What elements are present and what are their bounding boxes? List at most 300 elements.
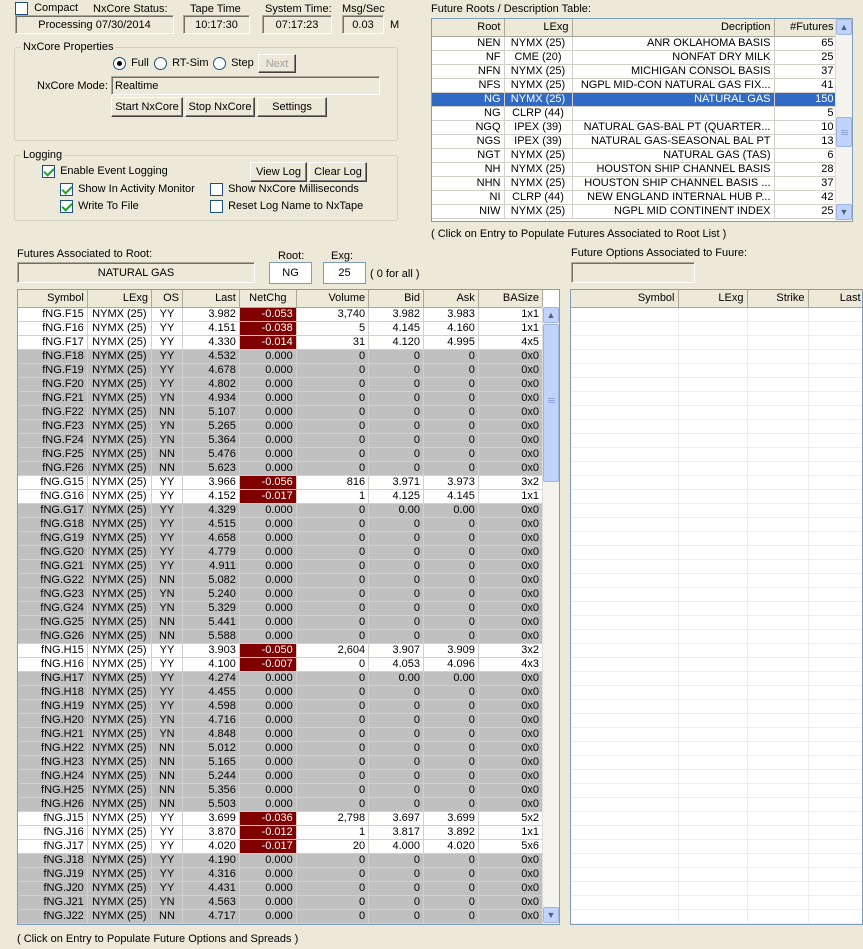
futures-cell: 0x0 — [478, 713, 542, 727]
futures-cell: NYMX (25) — [87, 755, 151, 769]
futures-cell: 0.000 — [239, 517, 296, 531]
options-cell — [747, 349, 808, 363]
options-cell — [808, 755, 863, 769]
futures-cell: 0 — [296, 419, 368, 433]
options-row — [571, 867, 863, 881]
futures-row[interactable] — [18, 783, 543, 797]
futures-cell: fNG.H15 — [18, 643, 87, 657]
futures-row[interactable] — [18, 531, 543, 545]
futures-cell: YY — [151, 699, 182, 713]
options-col-last[interactable]: Last — [808, 290, 863, 307]
options-row — [571, 587, 863, 601]
futures-cell: fNG.F25 — [18, 447, 87, 461]
futures-cell: 5.244 — [182, 769, 239, 783]
options-cell — [747, 853, 808, 867]
radio-rtsim-dot[interactable] — [154, 57, 167, 70]
futures-cell: 3.966 — [182, 475, 239, 489]
futures-cell: 0 — [296, 349, 368, 363]
options-cell — [747, 755, 808, 769]
options-row — [571, 489, 863, 503]
futures-cell: 0 — [296, 657, 368, 671]
options-cell — [678, 307, 747, 321]
futures-cell: fNG.F15 — [18, 307, 87, 321]
roots-cell: IPEX (39) — [504, 120, 572, 134]
view-log-button[interactable]: View Log — [250, 162, 307, 182]
futures-cell: 0 — [369, 545, 424, 559]
options-cell — [678, 713, 747, 727]
futures-row[interactable] — [18, 825, 543, 839]
write-to-file[interactable] — [60, 200, 139, 213]
options-cell — [747, 433, 808, 447]
msg-sec-label: Msg/Sec — [342, 3, 385, 15]
options-row — [571, 447, 863, 461]
options-col-strike[interactable]: Strike — [747, 290, 808, 307]
futures-cell: 0x0 — [478, 363, 542, 377]
roots-row[interactable] — [432, 134, 837, 148]
options-row — [571, 531, 863, 545]
futures-col-volume[interactable]: Volume — [296, 290, 368, 307]
futures-row[interactable] — [18, 307, 543, 321]
roots-row[interactable] — [432, 120, 837, 134]
futures-cell: 0 — [423, 377, 478, 391]
options-cell — [747, 685, 808, 699]
options-row — [571, 419, 863, 433]
futures-cell: 0 — [423, 363, 478, 377]
roots-cell: NH — [432, 162, 504, 176]
futures-cell: 0 — [369, 755, 424, 769]
futures-cell: 4.020 — [182, 839, 239, 853]
futures-row[interactable] — [18, 419, 543, 433]
roots-cell: NG — [432, 92, 504, 106]
futures-cell: YY — [151, 335, 182, 349]
futures-cell: 0 — [296, 391, 368, 405]
options-cell — [678, 769, 747, 783]
radio-full-label: Full — [131, 57, 149, 70]
options-row — [571, 727, 863, 741]
futures-scroll-thumb[interactable] — [543, 324, 559, 482]
options-row — [571, 909, 863, 923]
roots-row[interactable] — [432, 204, 837, 218]
futures-cell: 0x0 — [478, 797, 542, 811]
roots-row[interactable] — [432, 78, 837, 92]
options-row — [571, 405, 863, 419]
futures-row[interactable] — [18, 909, 543, 923]
options-cell — [808, 727, 863, 741]
roots-scroll-thumb[interactable] — [836, 117, 852, 147]
options-cell — [571, 573, 678, 587]
options-cell — [808, 307, 863, 321]
futures-cell: 0x0 — [478, 881, 542, 895]
futures-row[interactable] — [18, 643, 543, 657]
futures-cell: 0 — [423, 741, 478, 755]
options-cell — [571, 699, 678, 713]
system-time-label: System Time: — [265, 3, 332, 15]
roots-title: Future Roots / Description Table: — [431, 3, 591, 15]
futures-cell: 0 — [423, 405, 478, 419]
options-cell — [808, 461, 863, 475]
futures-cell: YY — [151, 545, 182, 559]
futures-cell: NYMX (25) — [87, 769, 151, 783]
futures-cell: NYMX (25) — [87, 727, 151, 741]
roots-row[interactable] — [432, 50, 837, 64]
futures-cell: 0.000 — [239, 741, 296, 755]
futures-cell: NYMX (25) — [87, 531, 151, 545]
roots-row[interactable] — [432, 106, 837, 120]
futures-cell: NYMX (25) — [87, 363, 151, 377]
futures-cell: 0.000 — [239, 783, 296, 797]
settings-button[interactable]: Settings — [257, 97, 327, 117]
futures-col-ask[interactable]: Ask — [423, 290, 478, 307]
options-col-lexg[interactable]: LExg — [678, 290, 747, 307]
show-activity-monitor-box[interactable] — [60, 183, 73, 196]
options-cell — [808, 867, 863, 881]
futures-row[interactable] — [18, 615, 543, 629]
futures-cell: 0.00 — [369, 503, 424, 517]
futures-cell: NYMX (25) — [87, 657, 151, 671]
futures-row[interactable] — [18, 867, 543, 881]
futures-row[interactable] — [18, 405, 543, 419]
roots-cell: NGPL MID CONTINENT INDEX — [572, 204, 774, 218]
futures-row[interactable] — [18, 461, 543, 475]
futures-cell: 0 — [423, 461, 478, 475]
msg-sec-unit: M — [390, 19, 400, 31]
futures-row[interactable] — [18, 657, 543, 671]
compact-label: Compact — [34, 2, 79, 15]
roots-cell: CLRP (44) — [504, 106, 572, 120]
nxcore-status-value: Processing 07/30/2014 — [15, 15, 174, 34]
futures-row[interactable] — [18, 489, 543, 503]
futures-row[interactable] — [18, 377, 543, 391]
futures-cell: 0x0 — [478, 419, 542, 433]
options-cell — [571, 531, 678, 545]
futures-cell: 0 — [423, 573, 478, 587]
futures-row[interactable] — [18, 895, 543, 909]
futures-cell: -0.007 — [239, 657, 296, 671]
roots-row[interactable] — [432, 176, 837, 190]
roots-col-root[interactable]: Root — [432, 19, 504, 36]
futures-row[interactable] — [18, 559, 543, 573]
options-cell — [808, 419, 863, 433]
futures-cell: 0x0 — [478, 867, 542, 881]
scroll-down-icon[interactable]: ▼ — [543, 907, 559, 923]
futures-cell: 3.909 — [423, 643, 478, 657]
futures-cell: NYMX (25) — [87, 825, 151, 839]
roots-cell: 37 — [774, 176, 837, 190]
futures-cell: 0 — [369, 461, 424, 475]
options-cell — [808, 853, 863, 867]
scroll-up-icon[interactable]: ▲ — [543, 307, 559, 323]
futures-cell: fNG.H16 — [18, 657, 87, 671]
options-row — [571, 321, 863, 335]
futures-cell: NYMX (25) — [87, 643, 151, 657]
futures-hint: ( Click on Entry to Populate Future Options and Spreads ) — [17, 933, 299, 945]
futures-cell: 0.000 — [239, 573, 296, 587]
options-cell — [808, 657, 863, 671]
futures-row[interactable] — [18, 685, 543, 699]
futures-row[interactable] — [18, 741, 543, 755]
exg-input[interactable]: 25 — [323, 262, 366, 284]
options-cell — [571, 447, 678, 461]
futures-row[interactable] — [18, 727, 543, 741]
options-cell — [747, 741, 808, 755]
options-row — [571, 475, 863, 489]
show-ms[interactable] — [210, 183, 359, 196]
radio-rtsim[interactable] — [154, 57, 209, 70]
futures-cell: 0.000 — [239, 727, 296, 741]
options-cell — [808, 447, 863, 461]
futures-cell: fNG.H17 — [18, 671, 87, 685]
clear-log-button[interactable]: Clear Log — [309, 162, 367, 182]
futures-cell: 4.120 — [369, 335, 424, 349]
futures-cell: NYMX (25) — [87, 489, 151, 503]
futures-cell: fNG.F19 — [18, 363, 87, 377]
start-nxcore-button[interactable]: Start NxCore — [111, 97, 183, 117]
reset-log-name[interactable] — [210, 200, 363, 213]
futures-row[interactable] — [18, 797, 543, 811]
options-cell — [747, 545, 808, 559]
futures-cell: NYMX (25) — [87, 573, 151, 587]
roots-cell: NGT — [432, 148, 504, 162]
futures-cell: 0 — [369, 741, 424, 755]
futures-cell: 0x0 — [478, 769, 542, 783]
futures-scrollbar[interactable] — [542, 307, 559, 924]
roots-row[interactable] — [432, 36, 837, 50]
futures-cell: NYMX (25) — [87, 629, 151, 643]
futures-col-os[interactable]: OS — [151, 290, 182, 307]
options-cell — [678, 699, 747, 713]
roots-row[interactable] — [432, 190, 837, 204]
futures-cell: 0 — [369, 699, 424, 713]
futures-cell: NYMX (25) — [87, 685, 151, 699]
futures-cell: NYMX (25) — [87, 895, 151, 909]
futures-cell: fNG.H18 — [18, 685, 87, 699]
futures-row[interactable] — [18, 839, 543, 853]
futures-cell: 0x0 — [478, 853, 542, 867]
futures-cell: 0 — [296, 503, 368, 517]
options-row — [571, 839, 863, 853]
futures-cell: -0.038 — [239, 321, 296, 335]
reset-log-name-box[interactable] — [210, 200, 223, 213]
root-input[interactable]: NG — [269, 262, 312, 284]
futures-row[interactable] — [18, 671, 543, 685]
futures-cell: 0 — [296, 559, 368, 573]
roots-cell: ANR OKLAHOMA BASIS — [572, 36, 774, 50]
roots-col-lexg[interactable]: LExg — [504, 19, 572, 36]
futures-row[interactable] — [18, 601, 543, 615]
futures-cell: NYMX (25) — [87, 559, 151, 573]
futures-cell: NYMX (25) — [87, 447, 151, 461]
options-cell — [678, 671, 747, 685]
futures-cell: YY — [151, 643, 182, 657]
options-cell — [571, 545, 678, 559]
futures-cell: fNG.F23 — [18, 419, 87, 433]
futures-col-symbol[interactable]: Symbol — [18, 290, 87, 307]
scroll-up-icon[interactable]: ▲ — [836, 19, 852, 35]
options-cell — [678, 881, 747, 895]
futures-row[interactable] — [18, 629, 543, 643]
options-row — [571, 825, 863, 839]
futures-cell: 0 — [369, 853, 424, 867]
futures-row[interactable] — [18, 881, 543, 895]
stop-nxcore-button[interactable]: Stop NxCore — [185, 97, 255, 117]
options-cell — [747, 531, 808, 545]
radio-step-dot[interactable] — [213, 57, 226, 70]
futures-cell: 0x0 — [478, 755, 542, 769]
futures-cell: YN — [151, 895, 182, 909]
nxcore-properties-title: NxCore Properties — [23, 41, 114, 53]
options-cell — [678, 391, 747, 405]
options-cell — [571, 909, 678, 923]
futures-cell: 1 — [296, 825, 368, 839]
options-cell — [747, 811, 808, 825]
futures-cell: NYMX (25) — [87, 349, 151, 363]
roots-cell: 6 — [774, 148, 837, 162]
futures-cell: 0 — [423, 685, 478, 699]
futures-cell: 0 — [423, 587, 478, 601]
options-cell — [571, 601, 678, 615]
options-cell — [808, 475, 863, 489]
roots-cell: NATURAL GAS — [572, 92, 774, 106]
roots-row[interactable] — [432, 64, 837, 78]
futures-row[interactable] — [18, 321, 543, 335]
roots-col-description[interactable]: Decription — [572, 19, 774, 36]
options-table[interactable] — [570, 289, 863, 925]
futures-cell: 0 — [296, 909, 368, 923]
options-row — [571, 377, 863, 391]
options-col-symbol[interactable]: Symbol — [571, 290, 678, 307]
futures-row[interactable] — [18, 447, 543, 461]
futures-cell: YN — [151, 727, 182, 741]
futures-col-bid[interactable]: Bid — [369, 290, 424, 307]
options-cell — [808, 811, 863, 825]
futures-table[interactable] — [17, 289, 560, 925]
radio-full-dot[interactable] — [113, 57, 126, 70]
scroll-down-icon[interactable]: ▼ — [836, 204, 852, 220]
futures-cell: 0 — [369, 573, 424, 587]
futures-row[interactable] — [18, 769, 543, 783]
futures-cell: fNG.G24 — [18, 601, 87, 615]
futures-row[interactable] — [18, 503, 543, 517]
enable-event-logging-box[interactable] — [42, 165, 55, 178]
enable-event-logging[interactable] — [42, 165, 168, 178]
futures-cell: NYMX (25) — [87, 741, 151, 755]
futures-row[interactable] — [18, 699, 543, 713]
options-cell — [678, 321, 747, 335]
show-ms-box[interactable] — [210, 183, 223, 196]
radio-step[interactable] — [213, 57, 254, 70]
futures-col-lexg[interactable]: LExg — [87, 290, 151, 307]
futures-cell: YN — [151, 587, 182, 601]
futures-row[interactable] — [18, 433, 543, 447]
futures-cell: YY — [151, 657, 182, 671]
futures-col-last[interactable]: Last — [182, 290, 239, 307]
futures-cell: 1x1 — [478, 489, 542, 503]
futures-cell: 0 — [369, 881, 424, 895]
futures-cell: YY — [151, 321, 182, 335]
futures-row[interactable] — [18, 349, 543, 363]
roots-cell: NONFAT DRY MILK — [572, 50, 774, 64]
compact-checkbox-box[interactable] — [15, 2, 28, 15]
show-activity-monitor[interactable] — [60, 183, 195, 196]
futures-row[interactable] — [18, 853, 543, 867]
compact-checkbox[interactable] — [15, 2, 78, 15]
futures-cell: 0 — [296, 755, 368, 769]
options-row — [571, 881, 863, 895]
futures-cell: 0x0 — [478, 587, 542, 601]
futures-cell: 4.658 — [182, 531, 239, 545]
futures-row[interactable] — [18, 391, 543, 405]
futures-cell: 0x0 — [478, 741, 542, 755]
futures-cell: 4.160 — [423, 321, 478, 335]
assoc-title: Futures Associated to Root: — [17, 248, 153, 260]
futures-col-netchg[interactable]: NetChg — [239, 290, 296, 307]
futures-cell: YY — [151, 517, 182, 531]
options-cell — [571, 755, 678, 769]
options-cell — [678, 419, 747, 433]
options-cell — [808, 909, 863, 923]
futures-cell: 3,740 — [296, 307, 368, 321]
write-to-file-box[interactable] — [60, 200, 73, 213]
roots-cell: NATURAL GAS (TAS) — [572, 148, 774, 162]
roots-table[interactable] — [431, 18, 853, 222]
roots-cell — [572, 106, 774, 120]
futures-cell: 0 — [423, 419, 478, 433]
futures-cell: 4x3 — [478, 657, 542, 671]
futures-row[interactable] — [18, 545, 543, 559]
options-cell — [808, 433, 863, 447]
futures-row[interactable] — [18, 587, 543, 601]
options-row — [571, 517, 863, 531]
futures-cell: NN — [151, 909, 182, 923]
options-cell — [808, 531, 863, 545]
futures-cell: NYMX (25) — [87, 713, 151, 727]
futures-row[interactable] — [18, 475, 543, 489]
roots-row[interactable] — [432, 92, 837, 106]
futures-cell: 0.000 — [239, 685, 296, 699]
futures-cell: YN — [151, 601, 182, 615]
futures-row[interactable] — [18, 517, 543, 531]
futures-cell: 0 — [423, 881, 478, 895]
futures-col-basize[interactable]: BASize — [478, 290, 542, 307]
futures-cell: NYMX (25) — [87, 615, 151, 629]
futures-cell: fNG.J16 — [18, 825, 87, 839]
futures-cell: 0.00 — [369, 671, 424, 685]
roots-cell: NYMX (25) — [504, 162, 572, 176]
futures-cell: 0 — [369, 391, 424, 405]
radio-full[interactable] — [113, 57, 149, 70]
roots-row[interactable] — [432, 148, 837, 162]
options-cell — [571, 307, 678, 321]
futures-cell: fNG.H25 — [18, 783, 87, 797]
futures-row[interactable] — [18, 335, 543, 349]
futures-row[interactable] — [18, 363, 543, 377]
futures-row[interactable] — [18, 573, 543, 587]
futures-row[interactable] — [18, 755, 543, 769]
next-button[interactable]: Next — [258, 54, 296, 73]
futures-cell: 0 — [423, 727, 478, 741]
roots-col-nfutures[interactable]: #Futures — [774, 19, 837, 36]
futures-row[interactable] — [18, 713, 543, 727]
futures-cell: 0x0 — [478, 629, 542, 643]
roots-scrollbar[interactable] — [835, 19, 852, 221]
futures-cell: fNG.J19 — [18, 867, 87, 881]
futures-cell: 5.476 — [182, 447, 239, 461]
roots-row[interactable] — [432, 162, 837, 176]
options-cell — [678, 685, 747, 699]
roots-cell: 10 — [774, 120, 837, 134]
options-cell — [808, 741, 863, 755]
futures-row[interactable] — [18, 811, 543, 825]
